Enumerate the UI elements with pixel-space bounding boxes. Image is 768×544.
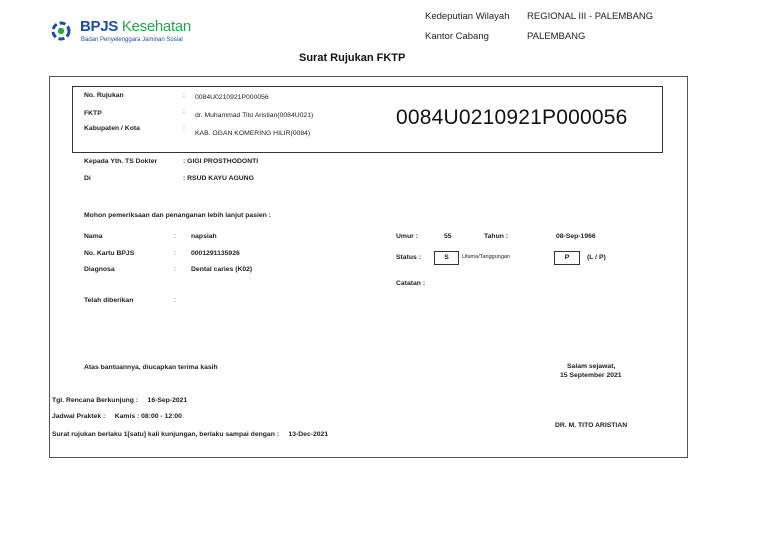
- wilayah-value: REGIONAL III - PALEMBANG: [527, 11, 654, 22]
- salam-text: Salam sejawat,: [567, 363, 616, 370]
- request-text: Mohon pemeriksaan dan penanganan lebih lanjut pasien :: [84, 212, 271, 219]
- umur-label: Umur :: [396, 233, 418, 240]
- doctor-name: DR. M. TITO ARISTIAN: [555, 422, 628, 429]
- bpjs-logo-icon: [50, 20, 72, 42]
- kepada-value: : GIGI PROSTHODONTI: [183, 158, 259, 165]
- kantor-label: Kantor Cabang: [425, 31, 489, 42]
- di-value: : RSUD KAYU AGUNG: [183, 175, 254, 182]
- fktp-value: dr. Muhammad Tito Aristian(0084U021): [195, 112, 314, 119]
- tgl-rencana: Tgl. Rencana Berkunjung : 16-Sep-2021: [52, 397, 188, 404]
- wilayah-label: Kedeputian Wilayah: [425, 11, 510, 22]
- kabupaten-colon: :: [183, 125, 185, 132]
- logo-brand: [80, 18, 191, 35]
- no-rujukan-colon: :: [183, 92, 185, 99]
- kartu-value: 0001291135926: [191, 250, 240, 257]
- kantor-value: PALEMBANG: [527, 31, 586, 42]
- tahun-value: 08-Sep-1966: [556, 233, 596, 240]
- kartu-colon: :: [174, 250, 176, 257]
- referral-number-large: 0084U0210921P000056: [396, 106, 628, 129]
- diberikan-label: Telah diberikan: [84, 297, 134, 304]
- catatan-label: Catatan :: [396, 280, 426, 287]
- di-label: Di: [84, 175, 91, 182]
- diberikan-colon: :: [174, 297, 176, 304]
- nama-colon: :: [174, 233, 176, 240]
- nama-label: Nama: [84, 233, 103, 240]
- bpjs-logo: [50, 18, 190, 46]
- gender-box: P: [554, 251, 580, 265]
- logo-brand-bpjs: BPJS: [80, 18, 118, 35]
- status-desc: Utama/Tanggungan: [462, 254, 511, 260]
- tahun-label: Tahun :: [484, 233, 509, 240]
- no-rujukan-value: 0084U0210921P000056: [195, 94, 269, 101]
- logo-subtitle: Badan Penyelenggara Jaminan Sosial: [81, 37, 183, 43]
- kabupaten-value: KAB. OGAN KOMERING HILIR(0084): [195, 130, 311, 137]
- logo-brand-kesehatan: Kesehatan: [121, 18, 191, 35]
- kartu-label: No. Kartu BPJS: [84, 250, 135, 257]
- fktp-label: FKTP: [84, 110, 102, 117]
- status-label: Status :: [396, 254, 421, 261]
- umur-value: 55: [444, 233, 452, 240]
- thanks-text: Atas bantuannya, diucapkan terima kasih: [84, 364, 218, 371]
- kabupaten-label: Kabupaten / Kota: [84, 125, 140, 132]
- fktp-colon: :: [183, 108, 185, 115]
- diagnosa-colon: :: [174, 266, 176, 273]
- nama-value: napsiah: [191, 233, 217, 240]
- diagnosa-label: Diagnosa: [84, 266, 115, 273]
- no-rujukan-label: No. Rujukan: [84, 92, 124, 99]
- jadwal-praktek: Jadwal Praktek : Kamis : 08:00 - 12:00: [52, 413, 182, 420]
- gender-desc: (L / P): [587, 254, 606, 261]
- kepada-label: Kepada Yth. TS Dokter: [84, 158, 158, 165]
- page-title: Surat Rujukan FKTP: [299, 52, 406, 64]
- diagnosa-value: Dental caries (K02): [191, 266, 253, 273]
- berlaku-text: Surat rujukan berlaku 1[satu] kali kunjungan, berlaku sampai dengan : 13-Dec-2021: [52, 431, 329, 438]
- letter-date: 15 September 2021: [560, 372, 622, 379]
- status-box: S: [434, 251, 459, 265]
